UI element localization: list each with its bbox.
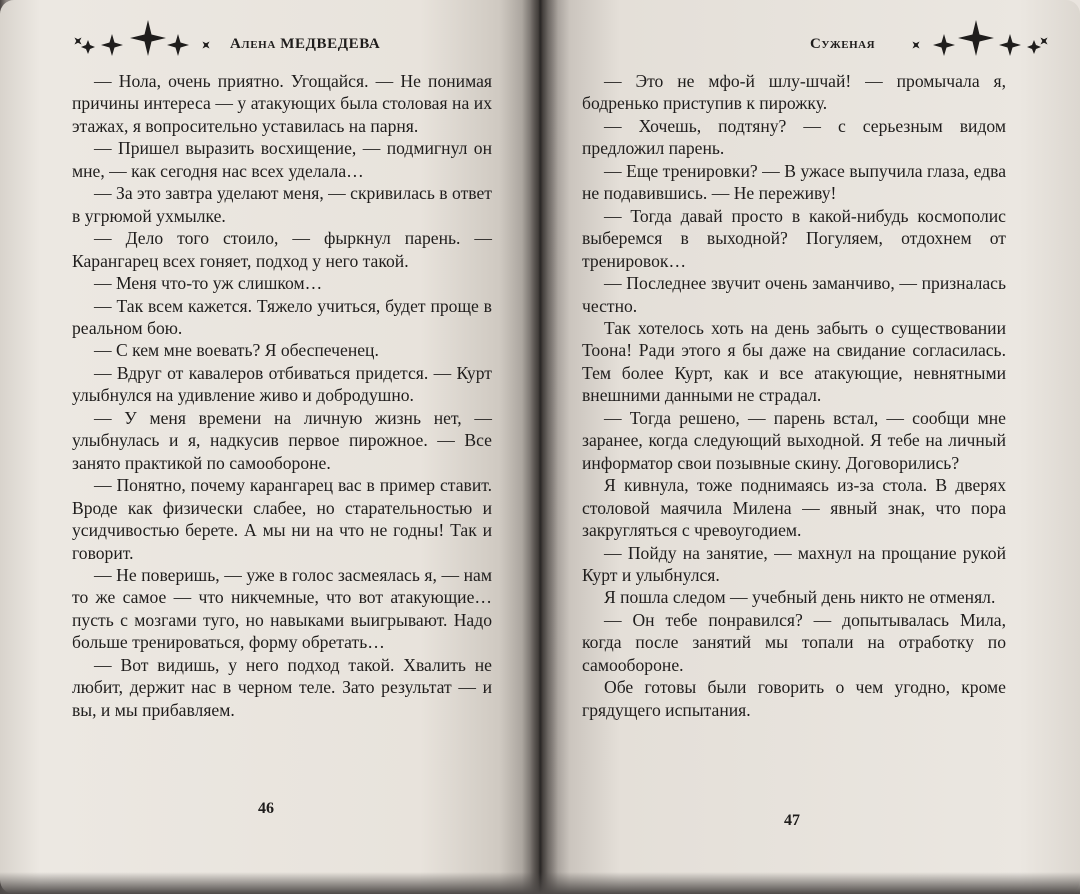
page-number-left: 46 (258, 800, 274, 817)
paragraph: — У меня времени на личную жизнь нет, — улыбнулась и я, надкусив первое пирожное. — Все занято практикой по самообороне. (72, 407, 492, 473)
right-page-text (582, 70, 1006, 721)
paragraph: — Понятно, почему карангарец вас в пример ставит. Вроде как физически слабее, но старательностью и усидчивостью берете. А мы ни на что не годны! Так и говорит. (72, 475, 492, 563)
book-gutter (522, 0, 558, 894)
paragraph: — Меня что-то уж слишком… (94, 273, 323, 294)
paragraph: — Еще тренировки? — В ужасе выпучила глаза, едва не подавившись. — Не переживу! (582, 160, 1006, 204)
page-number-right: 47 (784, 812, 800, 829)
paragraph: — Вдруг от кавалеров отбиваться придется. — Курт улыбнулся на удивление живо и добродушно. (72, 362, 492, 406)
paragraph: — Пришел выразить восхищение, — подмигнул он мне, — как сегодня нас всех уделала… (72, 138, 492, 181)
paragraph: — Нола, очень приятно. Угощайся. — Не понимая причины интереса — у атакующих была столовая на их этажах, я вопросительно уставилась на парня. (72, 71, 492, 136)
running-head-title: Суженая (810, 36, 876, 52)
paragraph: — Пойду на занятие, — махнул на прощание рукой Курт и улыбнулся. (582, 542, 1006, 585)
paragraph: — Это не мфо-й шлу-шчай! — промычала я, бодренько приступив к пирожку. (582, 71, 1006, 114)
decorative-stars-left-icon (72, 20, 222, 64)
paragraph: — С кем мне воевать? Я обеспеченец. (94, 340, 379, 361)
paragraph: Я пошла следом — учебный день никто не отменял. (604, 587, 996, 608)
paragraph: — Так всем кажется. Тяжело учиться, будет проще в реальном бою. (72, 295, 492, 338)
paragraph: — Последнее звучит очень заманчиво, — призналась честно. (582, 273, 1006, 316)
left-running-head (72, 20, 512, 64)
paragraph: — Вот видишь, у него подход такой. Хвалить не любит, держит нас в черном теле. Зато результат — и вы, и мы прибавляем. (72, 654, 492, 720)
paragraph: Обе готовы были говорить о чем угодно, кроме грядущего испытания. (582, 677, 1006, 720)
paragraph: — Тогда решено, — парень встал, — сообщи мне заранее, когда следующий выходной. Я тебе на личный информатор свои позывные скину. Договорились? (582, 407, 1006, 473)
paragraph: Так хотелось хоть на день забыть о существовании Тоона! Ради этого я бы даже на свидание согласилась. Тем более Курт, как и все атакующие, невнятными внешними данными не страдал. (582, 317, 1006, 406)
decorative-stars-right-icon (900, 20, 1050, 64)
right-running-head (610, 20, 1050, 64)
paragraph: — Не поверишь, — уже в голос засмеялась я, — нам то же самое — что никчемные, что вот атакующие… пусть с мозгами туго, но навыками выигрывают. Надо больше тренироваться, форму обретать… (72, 564, 492, 653)
running-head-author (230, 36, 380, 53)
paragraph: — Хочешь, подтяну? — с серьезным видом предложил парень. (582, 115, 1006, 159)
paragraph: — Тогда давай просто в какой-нибудь космополис выберемся в выходной? Погуляем, отдохнем от тренировок… (582, 205, 1006, 271)
paragraph: Я кивнула, тоже поднимаясь из-за стола. В дверях столовой маячила Милена — явный знак, что пора закругляться с чревоугодием. (582, 475, 1006, 541)
paragraph: — За это завтра уделают меня, — скривилась в ответ в угрюмой ухмылке. (72, 183, 492, 226)
right-page (540, 0, 1080, 894)
scan-bottom-edge (0, 872, 1080, 894)
author-last-name: МЕДВЕДЕВА (280, 36, 381, 52)
paragraph: — Дело того стоило, — фыркнул парень. — Карангарец всех гоняет, подход у него такой. (72, 228, 492, 271)
paragraph: — Он тебе понравился? — допытывалась Мила, когда после занятий мы топали на отработку по самообороне. (582, 609, 1006, 675)
left-page-text (72, 70, 492, 721)
author-first-name: Алена (230, 36, 276, 52)
